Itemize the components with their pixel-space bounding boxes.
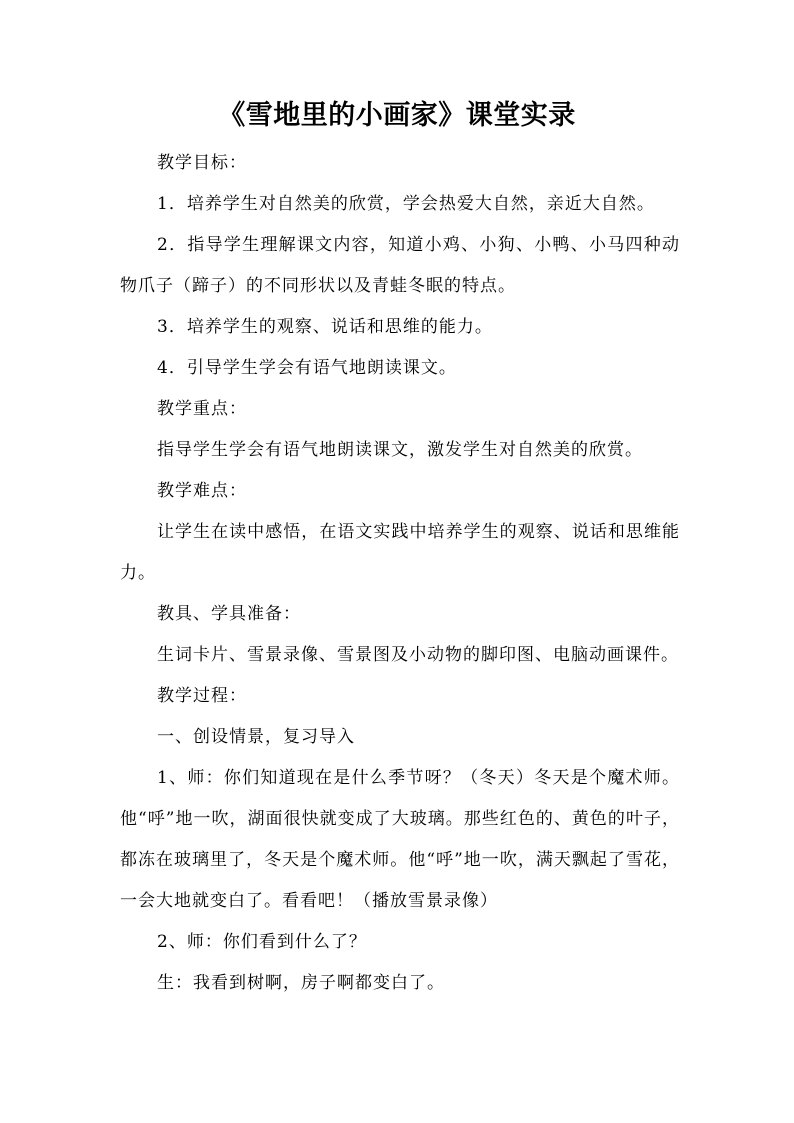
paragraph: 4．引导学生学会有语气地朗读课文。 xyxy=(157,358,457,378)
paragraph: 2、师：你们看到什么了？ xyxy=(157,932,367,952)
paragraph: 3．培养学生的观察、说话和思维的能力。 xyxy=(157,317,493,337)
paragraph: 让学生在读中感悟，在语文实践中培养学生的观察、说话和思维能力。 xyxy=(120,522,680,583)
paragraph: 生词卡片、雪景录像、雪景图及小动物的脚印图、电脑动画课件。 xyxy=(157,645,679,665)
paragraph: 指导学生学会有语气地朗读课文，激发学生对自然美的欣赏。 xyxy=(157,440,643,460)
document-title: 《雪地里的小画家》课堂实录 xyxy=(218,100,576,131)
paragraph: 1、师：你们知道现在是什么季节呀？（冬天）冬天是个魔术师。他“呼”地一吹，湖面很快就变成了大玻璃。那些红色的、黄色的叶子，都冻在玻璃里了，冬天是个魔术师。他“呼”地一吹，满天飘起了雪花，一会大地就变白了。看看吧！（播放雪景录像） xyxy=(120,768,680,911)
paragraph: 一、创设情景，复习导入 xyxy=(157,727,355,747)
paragraph: 生：我看到树啊，房子啊都变白了。 xyxy=(157,973,445,993)
paragraph: 教具、学具准备： xyxy=(157,604,301,624)
paragraph: 教学目标： xyxy=(157,153,247,173)
document-body xyxy=(120,143,680,1004)
paragraph: 2．指导学生理解课文内容，知道小鸡、小狗、小鸭、小马四种动物爪子（蹄子）的不同形状以及青蛙冬眠的特点。 xyxy=(120,235,680,296)
paragraph: 1．培养学生对自然美的欣赏，学会热爱大自然，亲近大自然。 xyxy=(157,194,655,214)
paragraph: 教学过程： xyxy=(157,686,247,706)
paragraph: 教学重点： xyxy=(157,399,247,419)
paragraph: 教学难点： xyxy=(157,481,247,501)
